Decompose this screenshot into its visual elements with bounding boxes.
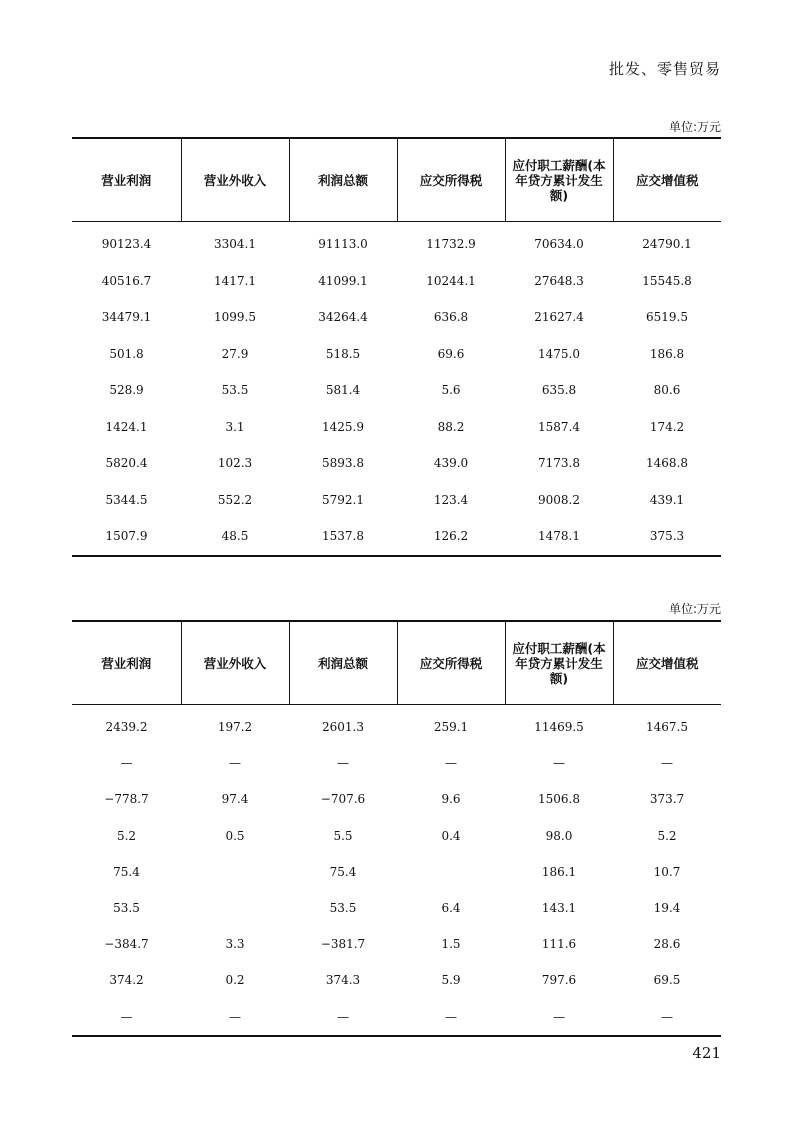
- table-header-row: [72, 138, 721, 222]
- table-cell: 174.2: [649, 419, 685, 434]
- table-row: [72, 962, 721, 998]
- table-cell: 41099.1: [318, 273, 368, 288]
- table-cell: 27648.3: [534, 273, 584, 288]
- table-cell: 439.0: [433, 456, 469, 471]
- table-cell: 48.5: [221, 529, 249, 544]
- table-cell: 53.5: [221, 383, 249, 398]
- table-row: [72, 222, 721, 263]
- table-cell: —: [553, 1009, 565, 1024]
- table-cell: —: [337, 756, 349, 771]
- table-row: [72, 518, 721, 556]
- table-cell: 5.2: [116, 828, 137, 843]
- table-cell: 259.1: [433, 720, 469, 735]
- column-header: 营业利润: [72, 138, 181, 222]
- table-cell: 186.1: [541, 864, 577, 879]
- table-cell: 123.4: [433, 492, 469, 507]
- table-cell: 28.6: [653, 937, 681, 952]
- table-cell: 5820.4: [105, 456, 148, 471]
- table-cell: 1424.1: [105, 419, 148, 434]
- table-cell: 34264.4: [318, 310, 368, 325]
- table-cell: 3.1: [225, 419, 245, 434]
- table-cell: 88.2: [437, 419, 465, 434]
- table-cell: —: [120, 756, 133, 771]
- table-cell: 439.1: [649, 492, 685, 507]
- column-header: 利润总额: [289, 621, 397, 705]
- data-table-2: [72, 620, 721, 1037]
- table-header-row: [72, 621, 721, 705]
- table-cell: 9008.2: [538, 492, 580, 507]
- table-row: [72, 705, 721, 746]
- table-cell: —: [445, 756, 457, 771]
- table-cell: 5344.5: [105, 492, 148, 507]
- table-cell: 102.3: [217, 456, 253, 471]
- column-header: 营业外收入: [181, 138, 289, 222]
- table-cell: —: [337, 1009, 349, 1024]
- table-cell: 374.3: [325, 973, 361, 988]
- table-cell: 581.4: [325, 383, 361, 398]
- table-cell: 53.5: [329, 901, 357, 916]
- table-cell: 75.4: [113, 864, 140, 879]
- table-cell: [397, 854, 505, 890]
- table-cell: 24790.1: [642, 237, 692, 252]
- table-cell: 10.7: [653, 864, 681, 879]
- table-cell: 97.4: [221, 792, 249, 807]
- column-header: 应交增值税: [613, 138, 721, 222]
- table-row: [72, 890, 721, 926]
- table-cell: −778.7: [104, 792, 149, 807]
- table-cell: 143.1: [541, 901, 577, 916]
- table-cell: 5.2: [657, 828, 677, 843]
- table-cell: —: [120, 1009, 133, 1024]
- column-header: 应交所得税: [397, 621, 505, 705]
- table-cell: 3304.1: [214, 237, 256, 252]
- table-cell: —: [445, 1009, 457, 1024]
- table-cell: 6.4: [441, 901, 461, 916]
- table-row: [72, 263, 721, 300]
- column-header: 应交增值税: [613, 621, 721, 705]
- page-number: 421: [692, 1044, 721, 1062]
- unit-label: 单位:万元: [668, 120, 721, 134]
- table-cell: 2601.3: [322, 720, 364, 735]
- table-cell: —: [229, 756, 241, 771]
- table-row: [72, 409, 721, 446]
- table-row: [72, 854, 721, 890]
- column-header: 应付职工薪酬(本年贷方累计发生额): [505, 138, 613, 222]
- table-row: [72, 482, 721, 519]
- data-table-1: [72, 137, 721, 557]
- column-header: 利润总额: [289, 138, 397, 222]
- table-cell: 375.3: [649, 529, 685, 544]
- table-row: [72, 372, 721, 409]
- table-cell: 186.8: [649, 346, 685, 361]
- table-cell: 635.8: [541, 383, 577, 398]
- table-cell: 3.3: [225, 937, 245, 952]
- table-cell: [181, 890, 289, 926]
- column-header: 应交所得税: [397, 138, 505, 222]
- table-cell: 15545.8: [642, 273, 692, 288]
- table-cell: 126.2: [433, 529, 469, 544]
- table-cell: 552.2: [217, 492, 253, 507]
- table-row: [72, 999, 721, 1036]
- table-cell: 7173.8: [538, 456, 580, 471]
- table-cell: 1468.8: [646, 456, 688, 471]
- table-cell: 90123.4: [101, 237, 152, 252]
- table-cell: 75.4: [329, 864, 357, 879]
- table-cell: 1475.0: [538, 346, 580, 361]
- table-cell: 528.9: [109, 383, 144, 398]
- table-cell: 111.6: [541, 937, 577, 952]
- table-cell: 0.4: [441, 828, 461, 843]
- table-cell: 1507.9: [105, 529, 148, 544]
- table-cell: [181, 854, 289, 890]
- table-row: [72, 818, 721, 854]
- table-cell: —: [553, 756, 565, 771]
- table-cell: 5792.1: [322, 492, 364, 507]
- table-cell: 1.5: [441, 937, 461, 952]
- table-cell: 6519.5: [646, 310, 688, 325]
- table-cell: 34479.1: [101, 310, 152, 325]
- table-cell: 69.5: [653, 973, 681, 988]
- table-row: [72, 336, 721, 373]
- table-cell: —: [661, 1009, 673, 1024]
- table-cell: 80.6: [653, 383, 681, 398]
- table-cell: 1587.4: [538, 419, 580, 434]
- table-cell: 19.4: [653, 901, 681, 916]
- table-cell: 10244.1: [426, 273, 476, 288]
- table-cell: 1417.1: [214, 273, 256, 288]
- table-cell: —: [661, 756, 673, 771]
- table-cell: 21627.4: [534, 310, 584, 325]
- table-cell: —: [229, 1009, 241, 1024]
- table-cell: 69.6: [437, 346, 465, 361]
- table-cell: 1425.9: [322, 419, 364, 434]
- table-cell: 70634.0: [534, 237, 584, 252]
- table-cell: 373.7: [649, 792, 685, 807]
- table-cell: 9.6: [441, 792, 461, 807]
- table-cell: 40516.7: [101, 273, 152, 288]
- table-cell: 1506.8: [538, 792, 580, 807]
- table-cell: 91113.0: [318, 237, 368, 252]
- table-cell: 1467.5: [646, 720, 688, 735]
- column-header: 营业外收入: [181, 621, 289, 705]
- table-cell: 518.5: [325, 346, 361, 361]
- table-cell: 501.8: [109, 346, 144, 361]
- table-cell: 797.6: [541, 973, 577, 988]
- table-cell: −381.7: [320, 937, 366, 952]
- table-row: [72, 745, 721, 781]
- table-cell: 197.2: [217, 720, 253, 735]
- unit-label: 单位:万元: [668, 602, 721, 616]
- table-cell: 11469.5: [534, 720, 584, 735]
- table-row: [72, 299, 721, 336]
- table-cell: 98.0: [545, 828, 573, 843]
- table-cell: 636.8: [433, 310, 469, 325]
- table-cell: 1099.5: [214, 310, 256, 325]
- table-cell: 5.9: [441, 973, 461, 988]
- table-cell: 5.5: [333, 828, 353, 843]
- table-cell: 0.5: [225, 828, 245, 843]
- table-cell: −384.7: [104, 937, 149, 952]
- table-row: [72, 781, 721, 817]
- table-cell: 374.2: [109, 973, 144, 988]
- page-header: 批发、零售贸易: [608, 60, 721, 78]
- table-cell: 1537.8: [322, 529, 364, 544]
- column-header: 营业利润: [72, 621, 181, 705]
- table-cell: 5.6: [441, 383, 461, 398]
- table-cell: 5893.8: [322, 456, 364, 471]
- table-cell: 53.5: [113, 901, 140, 916]
- table-cell: −707.6: [320, 792, 366, 807]
- table-cell: 0.2: [225, 973, 245, 988]
- table-row: [72, 445, 721, 482]
- table-cell: 1478.1: [538, 529, 580, 544]
- table-row: [72, 926, 721, 962]
- table-cell: 27.9: [221, 346, 249, 361]
- table-cell: 2439.2: [105, 720, 148, 735]
- table-cell: 11732.9: [426, 237, 476, 252]
- column-header: 应付职工薪酬(本年贷方累计发生额): [505, 621, 613, 705]
